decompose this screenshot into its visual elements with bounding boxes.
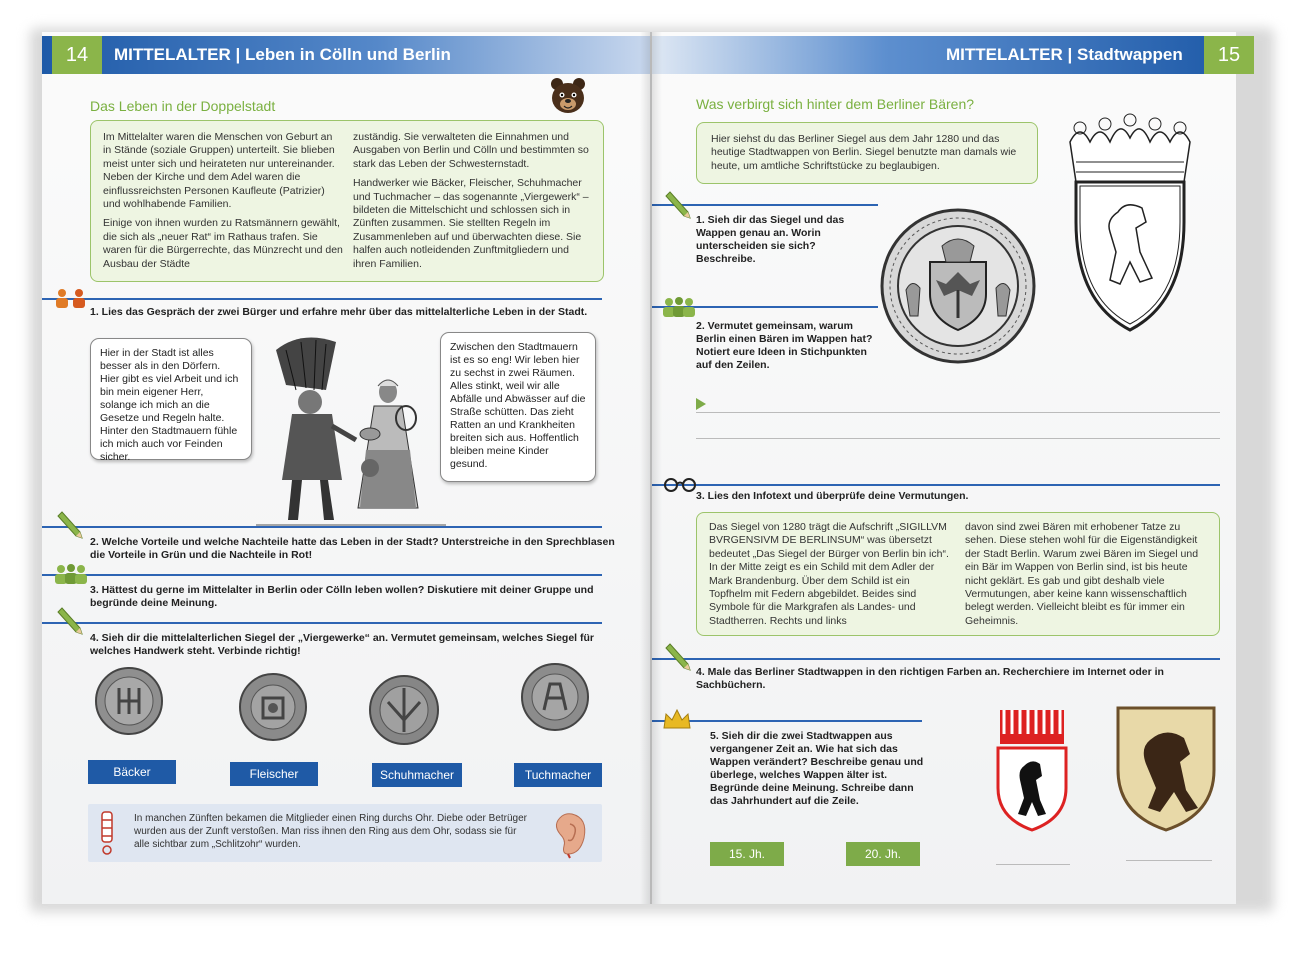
right-header-title: MITTELALTER | Stadtwappen <box>946 45 1183 64</box>
seal-coin-2 <box>238 672 308 742</box>
writing-line-2[interactable] <box>696 438 1220 439</box>
info-note-text: In manchen Zünften bekamen die Mitglieder einen Ring durchs Ohr. Diebe oder Betrüger wurden aus der Zunft verstoßen. Man riss ihnen den Ring aus dem Ohr, sodass sie für alle sichtbar zum „Schlitzohr“ wurden. <box>134 813 528 850</box>
section-title-right: Was verbirgt sich hinter dem Berliner Bären? <box>696 96 975 112</box>
left-page <box>42 32 650 904</box>
page-number-right: 15 <box>1204 36 1254 74</box>
intro-box-left <box>90 120 604 282</box>
task-1-left: 1. Lies das Gespräch der zwei Bürger und erfahre mehr über das mittelalterliche Leben in der Stadt. <box>90 306 588 318</box>
intro-col2-p1: zuständig. Sie verwalteten die Einnahmen und Ausgaben von Berlin und Cölln und bestimmten so stark das Leben der Schwesternstadt. <box>353 131 589 170</box>
info-icon <box>98 810 116 856</box>
pencil-icon-4 <box>666 642 692 672</box>
left-header-title: MITTELALTER | Leben in Cölln und Berlin <box>114 45 451 64</box>
task-1-right: 1. Sieh dir das Siegel und das Wappen genau an. Worin unterscheiden sie sich? Beschreibe. <box>696 214 845 265</box>
intro-col1-p1: Im Mittelalter waren die Menschen von Geburt an in Stände (soziale Gruppen) unterteilt. Sie blieben meist unter sich und heirateten nur untereinander. Neben der Kirche und dem Adel waren die einflussreichsten Personen Kaufleute (Patrizier) und wohlhabende Familien. <box>103 131 335 211</box>
task-2-left: 2. Welche Vorteile und welche Nachteile hatte das Leben in der Stadt? Unterstreiche in den Sprechblasen die Vorteile in Grün und die Nachteile in Rot! <box>90 536 615 561</box>
century-label-2: 20. Jh. <box>846 842 920 866</box>
group-work-icon-2 <box>662 296 696 320</box>
pair-work-icon <box>54 287 88 309</box>
separator-3 <box>42 574 602 576</box>
intro-box-right <box>696 122 1038 184</box>
medieval-citizens-illustration <box>256 330 446 530</box>
task-4-right: 4. Male das Berliner Stadtwappen in den richtigen Farben an. Recherchiere im Internet oder in Sachbüchern. <box>696 666 1164 691</box>
trade-label-schuhmacher[interactable]: Schuhmacher <box>372 763 462 787</box>
task-3-right: 3. Lies den Infotext und überprüfe deine Vermutungen. <box>696 490 969 502</box>
info-note-bar <box>88 804 602 862</box>
separator-r4 <box>652 658 1220 660</box>
intro-col1-p2: Einige von ihnen wurden zu Ratsmännern gewählt, die sich als „neuer Rat“ im Rathaus trafen. Sie waren für die Bürgerrechte, das Münzrecht und den Ausbau der Städte <box>103 217 343 270</box>
glasses-icon <box>662 476 698 492</box>
task-5-right: 5. Sieh dir die zwei Stadtwappen aus vergangener Zeit an. Wie hat sich das Wappen verändert? Beschreibe genau und überlege, welches Wappen älter ist. Begründe deine Meinung. Schreibe dann das Jahrhundert auf die Zeile. <box>710 730 924 807</box>
berlin-arms-20th-century <box>994 704 1070 832</box>
seal-coin-4 <box>520 662 590 732</box>
century-label-1: 15. Jh. <box>710 842 784 866</box>
seal-coin-1 <box>94 666 164 736</box>
pencil-icon-2 <box>58 606 84 636</box>
task-3-left: 3. Hättest du gerne im Mittelalter in Berlin oder Cölln leben wollen? Diskutiere mit deiner Gruppe und begründe deine Meinung. <box>90 584 594 609</box>
separator-r3 <box>652 484 1220 486</box>
ear-icon <box>544 810 590 858</box>
berlin-seal-1280 <box>878 206 1038 366</box>
century-answer-line-1[interactable] <box>996 864 1070 865</box>
separator-1 <box>42 298 602 300</box>
crown-icon <box>662 708 692 730</box>
page-number-left: 14 <box>52 36 102 74</box>
task-2-right: 2. Vermutet gemeinsam, warum Berlin einen Bären im Wappen hat? Notiert eure Ideen in Stichpunkten auf den Zeilen. <box>696 320 873 371</box>
century-answer-line-2[interactable] <box>1126 860 1212 861</box>
separator-4 <box>42 622 602 624</box>
intro-col2-p2: Handwerker wie Bäcker, Fleischer, Schuhmacher und Tuchmacher – das sogenannte „Viergewerk“ – bildeten die Mittelschicht und schlossen sich in Zünften zusammen. Sie stellten Regeln im Zusammenleben auf und überwachten diese. Sie halfen auch notleidenden Zunftmitgliedern und ihren Familien. <box>353 177 589 270</box>
info-right-col2: davon sind zwei Bären mit erhobener Tatze zu sehen. Diese stehen wohl für die Eigenständigkeit der Stadt Berlin. Warum zwei Bären im Siegel und ein Bär im Wappen von Berlin sind, ist bis heute nicht geklärt. Es gab und gibt deshalb viele Vermutungen, aber keine kann wissenschaftlich belegt werden. Vielleicht bleibt es für immer ein Geheimnis. <box>965 521 1199 627</box>
info-box-right <box>696 512 1220 636</box>
trade-label-baecker[interactable]: Bäcker <box>88 760 176 784</box>
separator-2 <box>42 526 602 528</box>
pencil-icon-3 <box>666 190 692 220</box>
task-4-left: 4. Sieh dir die mittelalterlichen Siegel der „Viergewerke“ an. Vermutet gemeinsam, welches Siegel für welches Handwerk steht. Verbinde richtig! <box>90 632 594 657</box>
info-right-col1: Das Siegel von 1280 trägt die Aufschrift „SIGILLVM BVRGENSIVM DE BERLINSUM“ was übersetzt bedeutet „Das Siegel der Bürger von Berlin bin ich“. In der Mitte zeigt es ein Schild mit dem Adler der Mark Brandenburg. Über dem Schild ist ein Topfhelm mit Federn abgebildet. Beides sind Symbole für die Markgrafen als Landes- und Stadtherren. Rechts und links <box>709 521 949 627</box>
right-page <box>652 32 1241 904</box>
berlin-arms-15th-century <box>1114 704 1218 834</box>
speech-bubble-left: Hier in der Stadt ist alles besser als in den Dörfern. Hier gibt es viel Arbeit und ich bin mein eigener Herr, solange ich mich an die Gesetze und Regeln halte. Hinter den Stadtmauern fühle ich mich auch vor Feinden sicher. <box>90 338 252 460</box>
speech-bubble-right: Zwischen den Stadtmauern ist es so eng! Wir leben hier zu sechst in zwei Räumen. Alles stinkt, weil wir alle Abfälle und Abwässer auf die Straße schütten. Das zieht Ratten an und Krankheiten breiten sich aus. Hoffentlich bleiben meine Kinder gesund. <box>440 332 596 482</box>
section-title-left: Das Leben in der Doppelstadt <box>90 98 276 114</box>
trade-label-tuchmacher[interactable]: Tuchmacher <box>514 763 602 787</box>
book-spine <box>640 32 662 904</box>
trade-label-fleischer[interactable]: Fleischer <box>230 762 318 786</box>
writing-line-1[interactable] <box>696 412 1220 413</box>
left-header <box>42 36 650 74</box>
seal-coin-3 <box>368 674 440 746</box>
pencil-icon <box>58 510 84 540</box>
arrow-right-icon <box>696 398 706 410</box>
separator-r5 <box>652 720 922 722</box>
intro-right-text: Hier siehst du das Berliner Siegel aus dem Jahr 1280 und das heutige Stadtwappen von Berlin. Siegel benutzte man damals wie heute, um amtliche Schriftstücke zu beglaubigen. <box>711 133 1017 172</box>
group-work-icon <box>54 563 88 587</box>
right-header <box>652 36 1241 74</box>
bear-mascot-icon <box>548 76 588 118</box>
berlin-coat-of-arms-outline <box>1060 112 1200 374</box>
